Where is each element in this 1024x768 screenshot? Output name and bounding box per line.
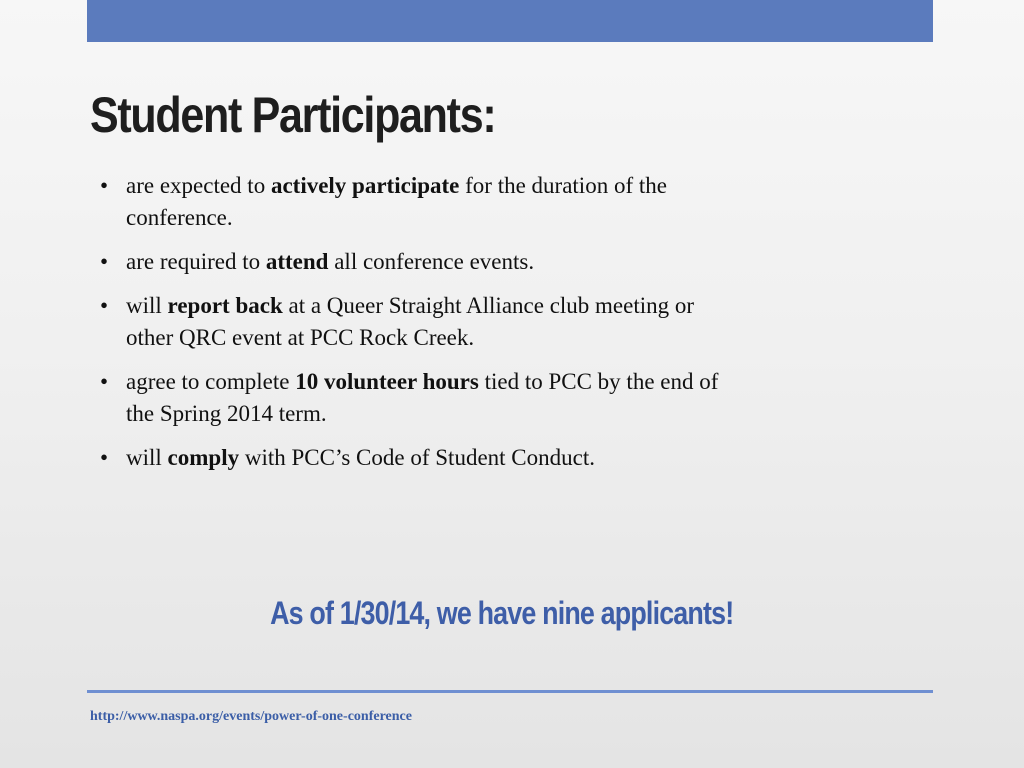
- bullet-text: with PCC’s Code of Student Conduct.: [239, 445, 595, 470]
- bullet-item: [100, 442, 720, 474]
- bullet-text: tied to PCC by the end of the Spring 2014 term.: [126, 369, 719, 426]
- bullet-text: agree to complete: [126, 369, 296, 394]
- bullet-item: [100, 246, 720, 278]
- footer-divider: [87, 690, 933, 693]
- applicants-callout: [0, 588, 1004, 638]
- bullet-emphasis: attend: [265, 249, 329, 274]
- bullet-item: [100, 170, 720, 234]
- bullet-icon: •: [100, 249, 109, 274]
- bullet-emphasis: comply: [167, 445, 240, 470]
- bullet-text: are required to: [126, 249, 266, 274]
- bullet-icon: •: [100, 173, 109, 198]
- bullet-text: will: [126, 293, 168, 318]
- bullet-text: all conference events.: [328, 249, 535, 274]
- conference-link[interactable]: http://www.naspa.org/events/power-of-one-conference: [90, 709, 412, 724]
- bullet-icon: •: [100, 369, 109, 394]
- bullet-text: are expected to: [126, 173, 271, 198]
- bullet-text: at a Queer Straight Alliance club meeting or other QRC event at PCC Rock Creek.: [126, 293, 695, 350]
- top-accent-bar: [87, 0, 933, 42]
- applicants-callout-text: As of 1/30/14, we have nine applicants!: [270, 595, 734, 631]
- bullet-emphasis: report back: [167, 293, 283, 318]
- bullet-emphasis: 10 volunteer hours: [295, 369, 479, 394]
- slide-title: Student Participants:: [90, 87, 496, 143]
- bullet-item: [100, 366, 720, 430]
- bullet-list: [100, 170, 720, 486]
- bullet-emphasis: actively participate: [270, 173, 460, 198]
- bullet-icon: •: [100, 293, 109, 318]
- bullet-text: for the duration of the conference.: [126, 173, 667, 230]
- bullet-icon: •: [100, 445, 109, 470]
- bullet-text: will: [126, 445, 168, 470]
- bullet-item: [100, 290, 720, 354]
